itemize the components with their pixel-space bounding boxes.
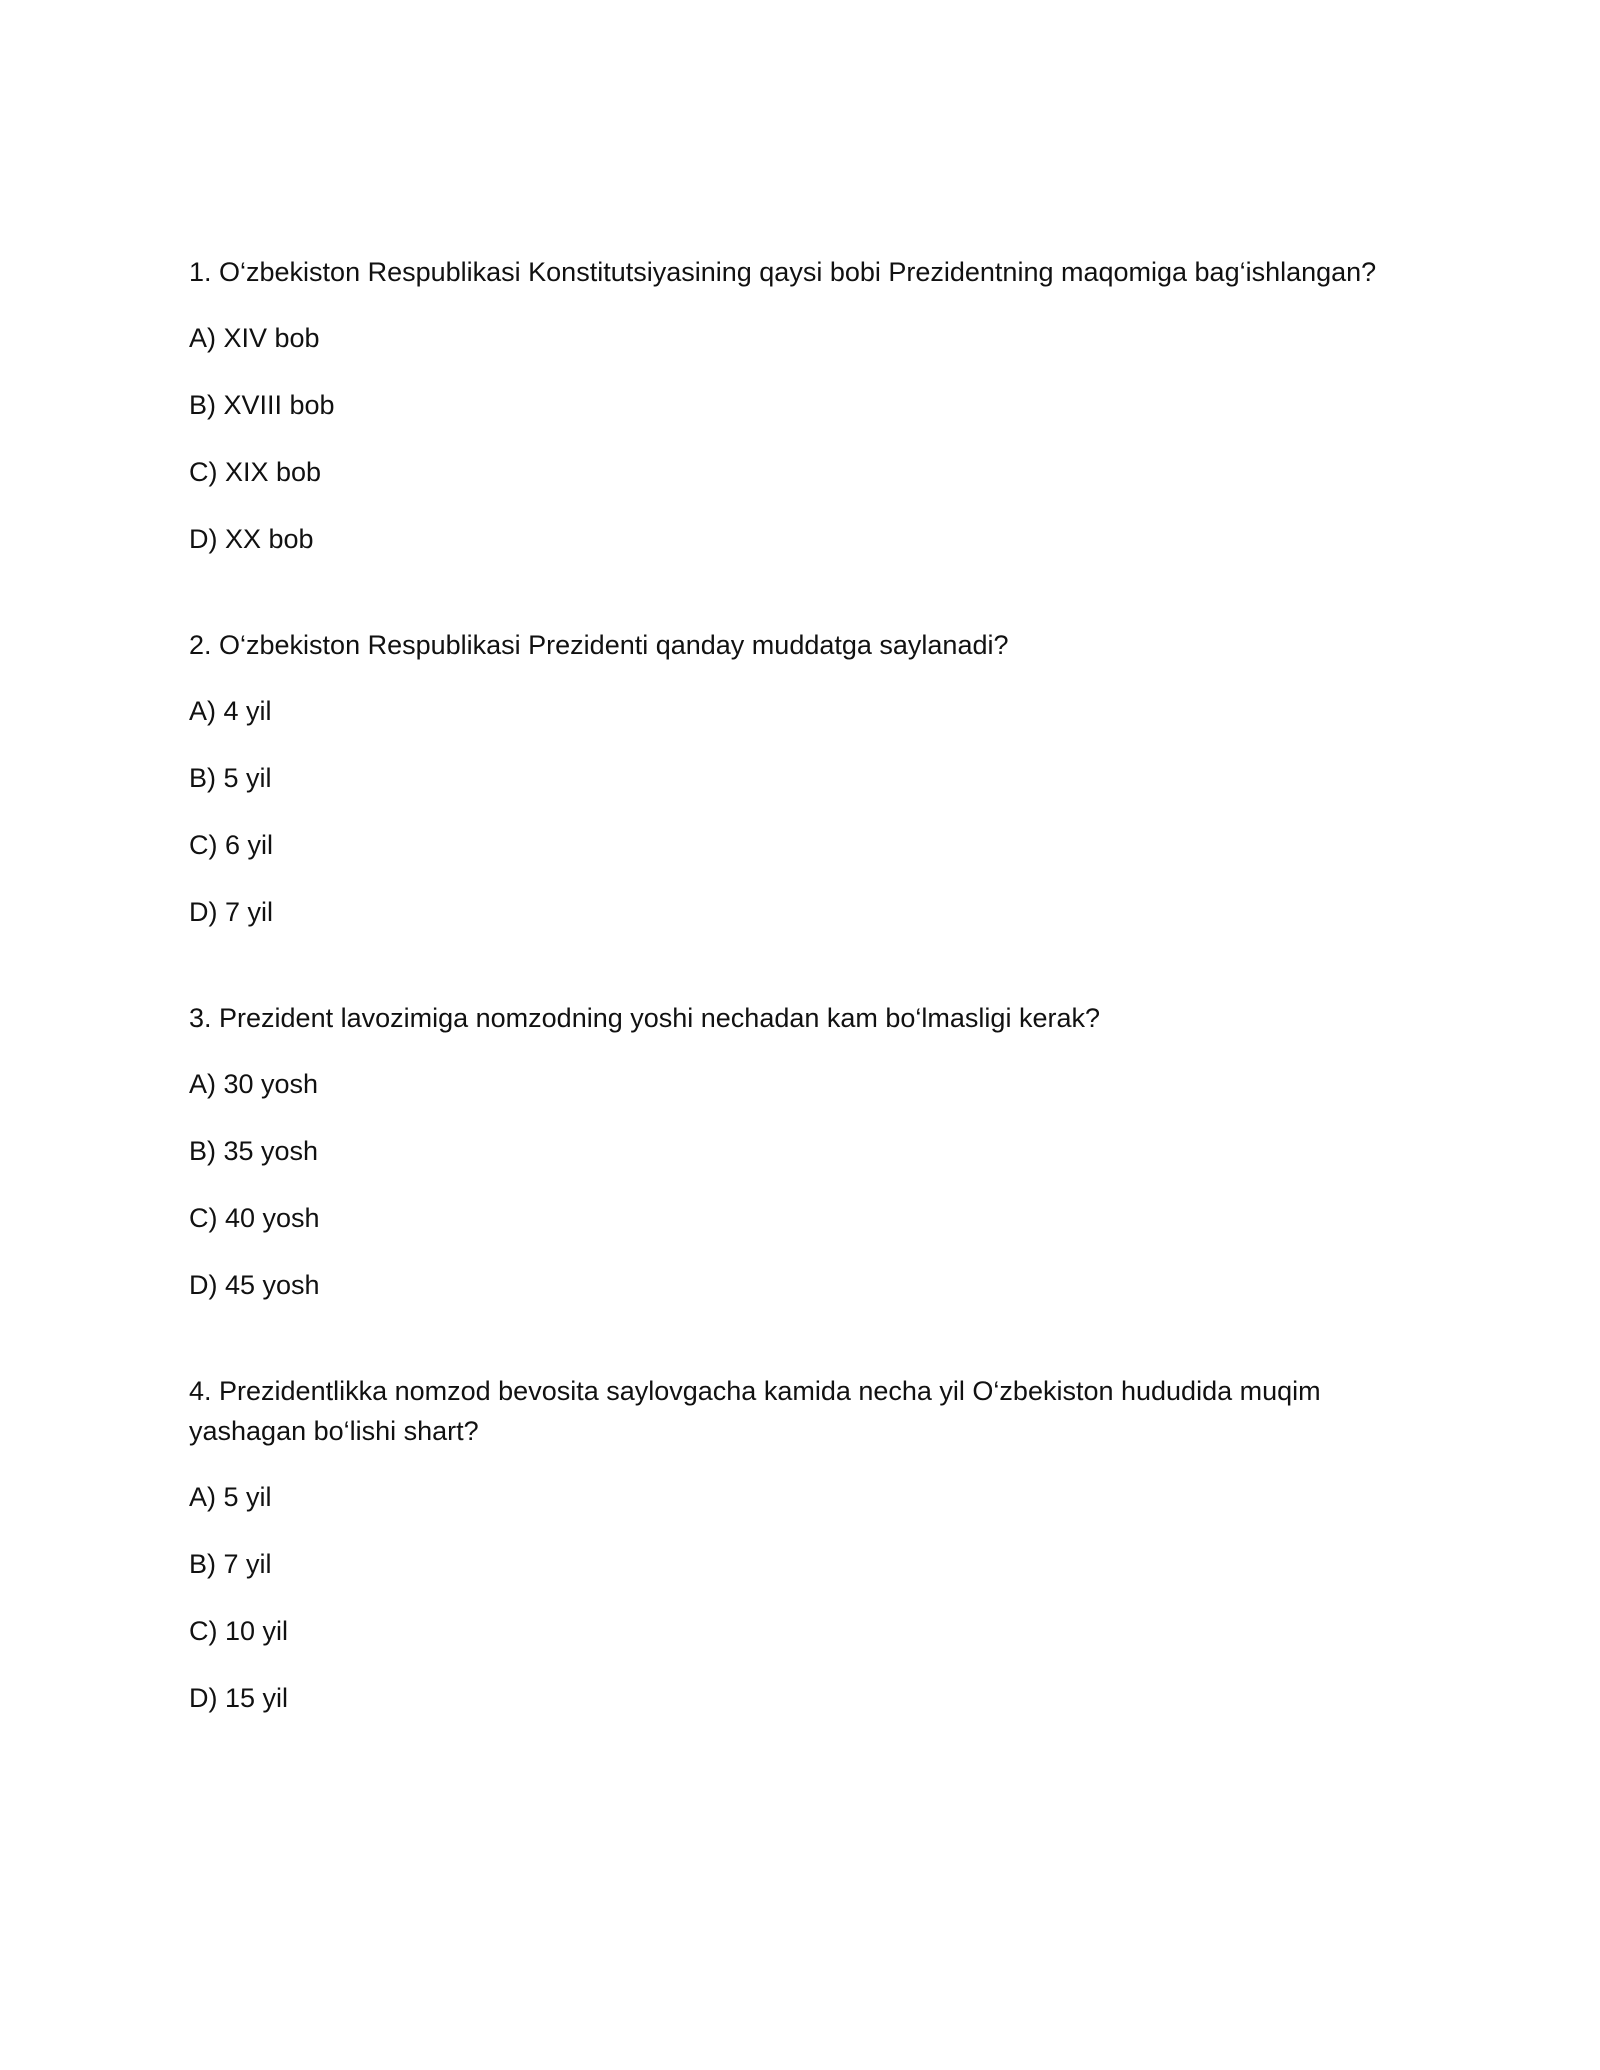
question-text: 3. Prezident lavozimiga nomzodning yoshi nechadan kam bo‘lmasligi kerak? xyxy=(189,1003,1100,1033)
question-text: 2. O‘zbekiston Respublikasi Prezidenti qanday muddatga saylanadi? xyxy=(189,630,1009,660)
option-b: B) 7 yil xyxy=(189,1549,272,1579)
question-text: 4. Prezidentlikka nomzod bevosita saylovgacha kamida necha yil O‘zbekiston hududida muqim yashagan bo‘lishi shart? xyxy=(189,1376,1321,1446)
question-4 xyxy=(189,1371,1419,1718)
option-c: C) XIX bob xyxy=(189,457,322,487)
question-3 xyxy=(189,998,1419,1305)
option-d: D) 7 yil xyxy=(189,897,274,927)
question-2 xyxy=(189,625,1419,932)
question-1 xyxy=(189,252,1419,559)
option-a: A) 4 yil xyxy=(189,696,272,726)
option-a: A) XIV bob xyxy=(189,323,320,353)
option-b: B) XVIII bob xyxy=(189,390,335,420)
option-b: B) 35 yosh xyxy=(189,1136,319,1166)
option-b: B) 5 yil xyxy=(189,763,272,793)
option-a: A) 5 yil xyxy=(189,1482,272,1512)
option-c: C) 6 yil xyxy=(189,830,274,860)
option-c: C) 40 yosh xyxy=(189,1203,320,1233)
option-d: D) XX bob xyxy=(189,524,314,554)
option-d: D) 15 yil xyxy=(189,1683,289,1713)
document-content xyxy=(189,252,1419,1718)
option-a: A) 30 yosh xyxy=(189,1069,319,1099)
option-c: C) 10 yil xyxy=(189,1616,289,1646)
option-d: D) 45 yosh xyxy=(189,1270,320,1300)
question-text: 1. O‘zbekiston Respublikasi Konstitutsiyasining qaysi bobi Prezidentning maqomiga bag‘ishlangan? xyxy=(189,257,1377,287)
